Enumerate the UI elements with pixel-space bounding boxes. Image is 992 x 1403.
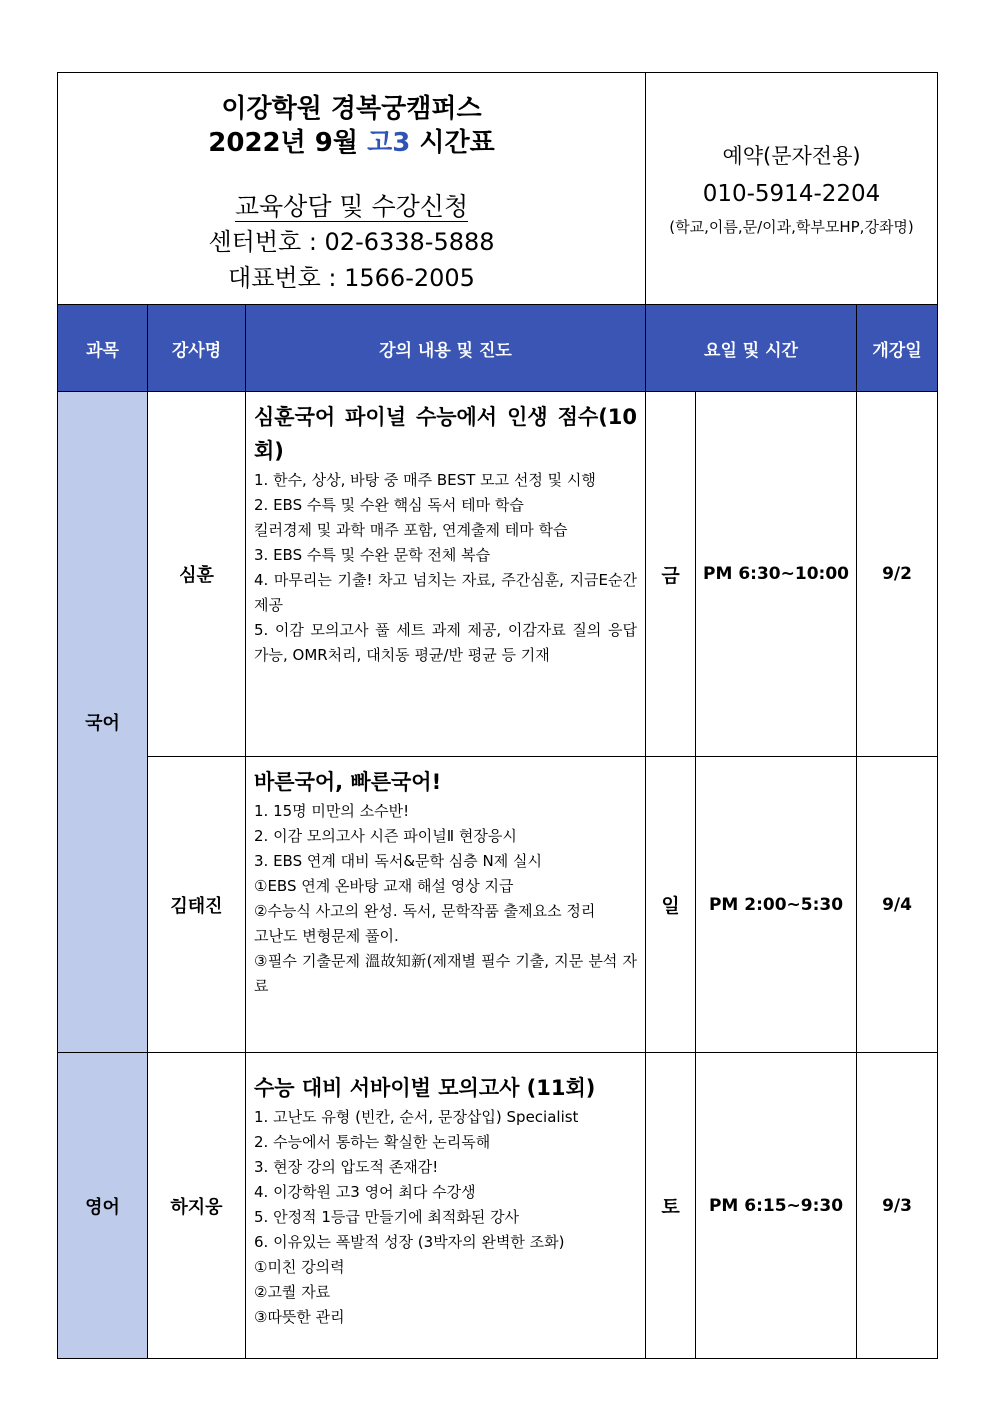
course-item: 5. 이감 모의고사 풀 세트 과제 제공, 이감자료 질의 응답 가능, OMR처리, 대치동 평균/반 평균 등 기재 <box>254 621 638 664</box>
course-item: 1. 고난도 유형 (빈칸, 순서, 문장삽입) Specialist <box>254 1108 579 1126</box>
timetable-title: 2022년 9월 고3 시간표 <box>208 127 495 158</box>
course-day: 토 <box>646 1053 696 1359</box>
col-teacher: 강사명 <box>148 305 246 392</box>
course-item: ①미친 강의력 <box>254 1258 345 1276</box>
timetable-sheet <box>57 72 937 1359</box>
course-start-date: 9/4 <box>857 757 938 1053</box>
course-title: 수능 대비 서바이벌 모의고사 (11회) <box>254 1076 596 1100</box>
subject-cell: 영어 <box>58 1053 148 1359</box>
header-left-cell <box>58 73 646 305</box>
table-row <box>58 1053 938 1359</box>
academy-title: 이강학원 경복궁캠퍼스 <box>221 93 482 124</box>
reservation-phone: 010-5914-2204 <box>702 180 881 207</box>
center-phone: 센터번호 : 02-6338-5888 <box>208 227 495 256</box>
course-day: 금 <box>646 392 696 757</box>
course-item: 2. EBS 수특 및 수완 핵심 독서 테마 학습 <box>254 496 524 514</box>
subject-cell: 국어 <box>58 392 148 1053</box>
teacher-name: 하지웅 <box>148 1053 246 1359</box>
consult-label: 교육상담 및 수강신청 <box>234 191 469 221</box>
course-item: 3. EBS 수특 및 수완 문학 전체 복습 <box>254 546 491 564</box>
course-item: 1. 한수, 상상, 바탕 중 매주 BEST 모고 선정 및 시행 <box>254 471 596 489</box>
course-content <box>246 1053 646 1359</box>
grade-label: 고3 <box>367 127 411 158</box>
col-subject: 과목 <box>58 305 148 392</box>
course-time: PM 6:30~10:00 <box>696 392 857 757</box>
course-item: ②수능식 사고의 완성. 독서, 문학작품 출제요소 정리 <box>254 902 596 920</box>
course-content <box>246 392 646 757</box>
teacher-name: 김태진 <box>148 757 246 1053</box>
course-item: 3. 현장 강의 압도적 존재감! <box>254 1158 439 1176</box>
course-title: 심훈국어 파이널 수능에서 인생 점수(10회) <box>254 405 638 463</box>
course-item: 2. 수능에서 통하는 확실한 논리독해 <box>254 1133 491 1151</box>
course-item: 2. 이감 모의고사 시즌 파이널Ⅱ 현장응시 <box>254 827 517 845</box>
reservation-note: (학교,이름,문/이과,학부모HP,강좌명) <box>669 217 914 236</box>
course-item: ③필수 기출문제 溫故知新(제재별 필수 기출, 지문 분석 자료 <box>254 952 638 995</box>
table-row <box>58 757 938 1053</box>
course-day: 일 <box>646 757 696 1053</box>
course-item: 킬러경제 및 과학 매주 포함, 연계출제 테마 학습 <box>254 521 568 539</box>
course-item: ③따뜻한 관리 <box>254 1308 345 1326</box>
course-item: 3. EBS 연계 대비 독서&문학 심층 N제 실시 <box>254 852 543 870</box>
main-phone: 대표번호 : 1566-2005 <box>228 263 475 292</box>
col-start: 개강일 <box>857 305 938 392</box>
course-item: 6. 이유있는 폭발적 성장 (3박자의 완벽한 조화) <box>254 1233 565 1251</box>
course-title: 바른국어, 빠른국어! <box>254 770 442 794</box>
course-item: 1. 15명 미만의 소수반! <box>254 802 410 820</box>
table-row <box>58 392 938 757</box>
course-time: PM 2:00~5:30 <box>696 757 857 1053</box>
course-item: 4. 마무리는 기출! 차고 넘치는 자료, 주간심훈, 지금E순간 제공 <box>254 571 638 614</box>
course-item: ①EBS 연계 온바탕 교재 해설 영상 지급 <box>254 877 514 895</box>
course-start-date: 9/3 <box>857 1053 938 1359</box>
col-schedule: 요일 및 시간 <box>646 305 857 392</box>
timetable <box>57 72 938 1359</box>
course-item: 5. 안정적 1등급 만들기에 최적화된 강사 <box>254 1208 520 1226</box>
course-start-date: 9/2 <box>857 392 938 757</box>
header-right-cell <box>646 73 938 305</box>
reservation-label: 예약(문자전용) <box>722 143 861 168</box>
course-item: ②고퀄 자료 <box>254 1283 331 1301</box>
course-content <box>246 757 646 1053</box>
teacher-name: 심훈 <box>148 392 246 757</box>
course-item: 4. 이강학원 고3 영어 최다 수강생 <box>254 1183 476 1201</box>
course-item: 고난도 변형문제 풀이. <box>254 927 399 945</box>
col-content: 강의 내용 및 진도 <box>246 305 646 392</box>
course-time: PM 6:15~9:30 <box>696 1053 857 1359</box>
